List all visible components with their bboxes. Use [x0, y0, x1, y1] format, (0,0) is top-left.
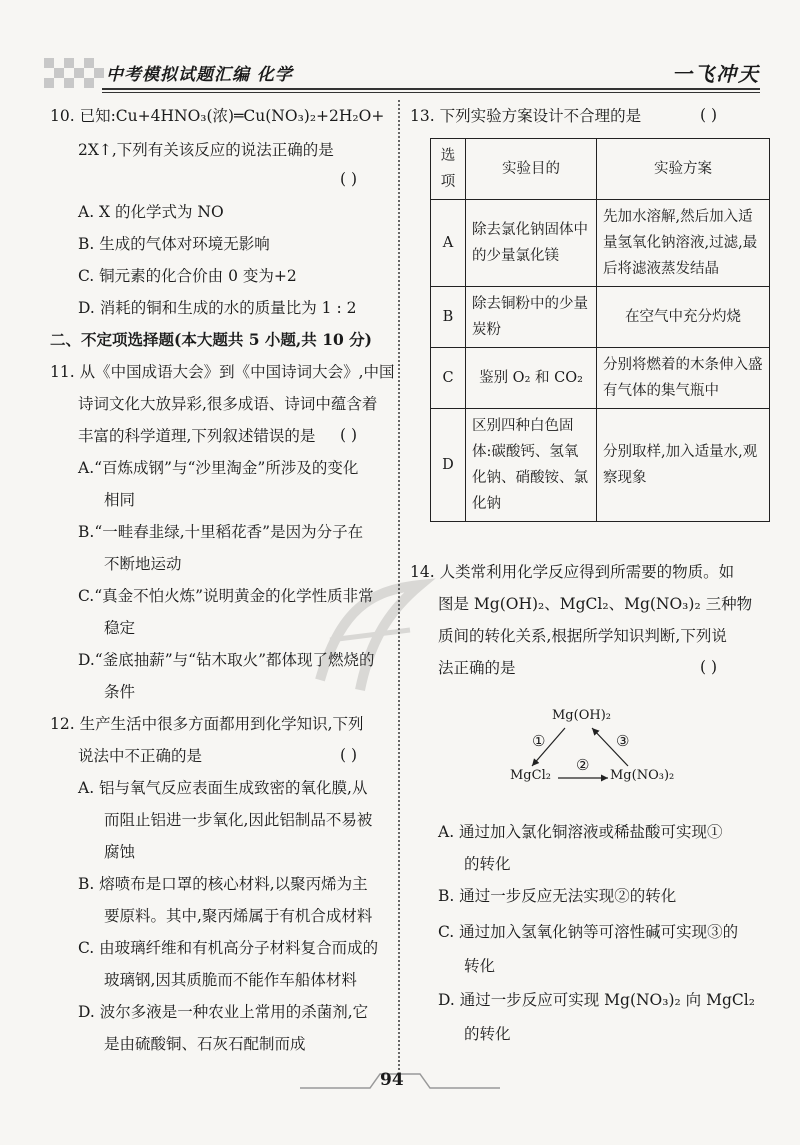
table-row — [431, 200, 770, 287]
section-2-heading: 二、不定项选择题(本大题共 5 小题,共 10 分) — [50, 330, 373, 349]
row-c-option: C — [431, 348, 466, 409]
table-row — [431, 348, 770, 409]
row-b-option: B — [431, 287, 466, 348]
q10-answer-paren: ( ) — [340, 170, 358, 188]
row-d-goal: 区别四种白色固体:碳酸钙、氢氧化钠、硝酸铵、氯化钠 — [466, 409, 597, 522]
q11-option-a-line2: 相同 — [104, 491, 136, 509]
q10-stem-line2: 2X↑,下列有关该反应的说法正确的是 — [78, 141, 334, 159]
table-header-option: 选项 — [431, 139, 466, 200]
diagram-node-mgoh2: Mg(OH)₂ — [552, 708, 611, 723]
table-row — [431, 287, 770, 348]
table-header-row — [431, 139, 770, 200]
q10-stem-line1: 10. 已知:Cu+4HNO₃(浓)═Cu(NO₃)₂+2H₂O+ — [50, 107, 385, 125]
q12-option-d-line1: D. 波尔多液是一种农业上常用的杀菌剂,它 — [78, 1003, 369, 1021]
q14-option-a-line1: A. 通过加入氯化铜溶液或稀盐酸可实现① — [438, 823, 723, 841]
diagram-node-mgcl2: MgCl₂ — [510, 768, 551, 783]
q14-option-d-line1: D. 通过一步反应可实现 Mg(NO₃)₂ 向 MgCl₂ — [438, 991, 755, 1009]
diagram-label-1: ① — [532, 732, 546, 750]
q11-stem-line2: 诗词文化大放异彩,很多成语、诗词中蕴含着 — [78, 395, 378, 413]
row-d-option: D — [431, 409, 466, 522]
table-header-goal: 实验目的 — [466, 139, 597, 200]
q11-option-a-line1: A.“百炼成钢”与“沙里淘金”所涉及的变化 — [78, 459, 359, 477]
table-header-plan: 实验方案 — [597, 139, 770, 200]
q14-option-d-line2: 的转化 — [464, 1025, 511, 1043]
q10-option-c: C. 铜元素的化合价由 0 变为+2 — [78, 267, 297, 285]
q11-stem-line1: 11. 从《中国成语大会》到《中国诗词大会》,中国 — [50, 363, 395, 381]
q13-stem: 13. 下列实验方案设计不合理的是 — [410, 107, 642, 125]
q12-option-b-line1: B. 熔喷布是口罩的核心材料,以聚丙烯为主 — [78, 875, 368, 893]
diagram-label-2: ② — [576, 756, 590, 774]
row-b-plan: 在空气中充分灼烧 — [597, 287, 770, 348]
header-title: 中考模拟试题汇编 化学 — [106, 65, 293, 85]
row-a-goal: 除去氯化钠固体中的少量氯化镁 — [466, 200, 597, 287]
diagram-node-mgno32: Mg(NO₃)₂ — [610, 768, 675, 783]
row-b-goal: 除去铜粉中的少量炭粉 — [466, 287, 597, 348]
diagram-label-3: ③ — [616, 732, 630, 750]
q13-table — [430, 138, 770, 522]
q14-stem-line3: 质间的转化关系,根据所学知识判断,下列说 — [438, 627, 727, 645]
q14-option-b: B. 通过一步反应无法实现②的转化 — [438, 887, 677, 905]
q12-answer-paren: ( ) — [340, 746, 358, 764]
q12-option-a-line3: 腐蚀 — [104, 843, 136, 861]
q11-option-b-line1: B.“一畦春韭绿,十里稻花香”是因为分子在 — [78, 523, 364, 541]
q10-option-b: B. 生成的气体对环境无影响 — [78, 235, 270, 253]
q10-option-a: A. X 的化学式为 NO — [78, 203, 224, 221]
q14-answer-paren: ( ) — [700, 658, 718, 676]
q13-answer-paren: ( ) — [700, 106, 718, 124]
header-brand: 一飞冲天 — [672, 62, 760, 86]
q12-stem-line1: 12. 生产生活中很多方面都用到化学知识,下列 — [50, 715, 364, 733]
row-c-plan: 分别将燃着的木条伸入盛有气体的集气瓶中 — [597, 348, 770, 409]
q11-option-b-line2: 不断地运动 — [104, 555, 182, 573]
q14-stem-line2: 图是 Mg(OH)₂、MgCl₂、Mg(NO₃)₂ 三种物 — [438, 595, 753, 613]
q12-option-a-line1: A. 铝与氧气反应表面生成致密的氧化膜,从 — [78, 779, 368, 797]
q14-stem-line4: 法正确的是 — [438, 659, 516, 677]
q12-option-b-line2: 要原料。其中,聚丙烯属于有机合成材料 — [104, 907, 373, 925]
row-a-option: A — [431, 200, 466, 287]
row-c-goal: 鉴别 O₂ 和 CO₂ — [466, 348, 597, 409]
q11-option-c-line2: 稳定 — [104, 619, 136, 637]
q12-option-c-line2: 玻璃钢,因其质脆而不能作车船体材料 — [104, 971, 357, 989]
table-row — [431, 409, 770, 522]
q10-option-d: D. 消耗的铜和生成的水的质量比为 1 : 2 — [78, 299, 357, 317]
q11-option-c-line1: C.“真金不怕火炼”说明黄金的化学性质非常 — [78, 587, 374, 605]
q12-option-a-line2: 而阻止铝进一步氧化,因此铝制品不易被 — [104, 811, 373, 829]
row-d-plan: 分别取样,加入适量水,观察现象 — [597, 409, 770, 522]
q14-option-c-line1: C. 通过加入氢氧化钠等可溶性碱可实现③的 — [438, 923, 739, 941]
q11-stem-line3: 丰富的科学道理,下列叙述错误的是 — [78, 427, 316, 445]
q11-option-d-line2: 条件 — [104, 683, 136, 701]
q12-option-c-line1: C. 由玻璃纤维和有机高分子材料复合而成的 — [78, 939, 379, 957]
q12-option-d-line2: 是由硫酸铜、石灰石配制而成 — [104, 1035, 306, 1053]
q11-option-d-line1: D.“釜底抽薪”与“钻木取火”都体现了燃烧的 — [78, 651, 375, 669]
page-number: 94 — [380, 1070, 404, 1090]
row-a-plan: 先加水溶解,然后加入适量氢氧化钠溶液,过滤,最后将滤液蒸发结晶 — [597, 200, 770, 287]
q12-stem-line2: 说法中不正确的是 — [78, 747, 203, 765]
conversion-diagram — [500, 700, 700, 800]
watermark-logo — [300, 570, 440, 700]
q14-option-c-line2: 转化 — [464, 957, 496, 975]
q14-option-a-line2: 的转化 — [464, 855, 511, 873]
q14-stem-line1: 14. 人类常利用化学反应得到所需要的物质。如 — [410, 563, 735, 581]
q11-answer-paren: ( ) — [340, 426, 358, 444]
